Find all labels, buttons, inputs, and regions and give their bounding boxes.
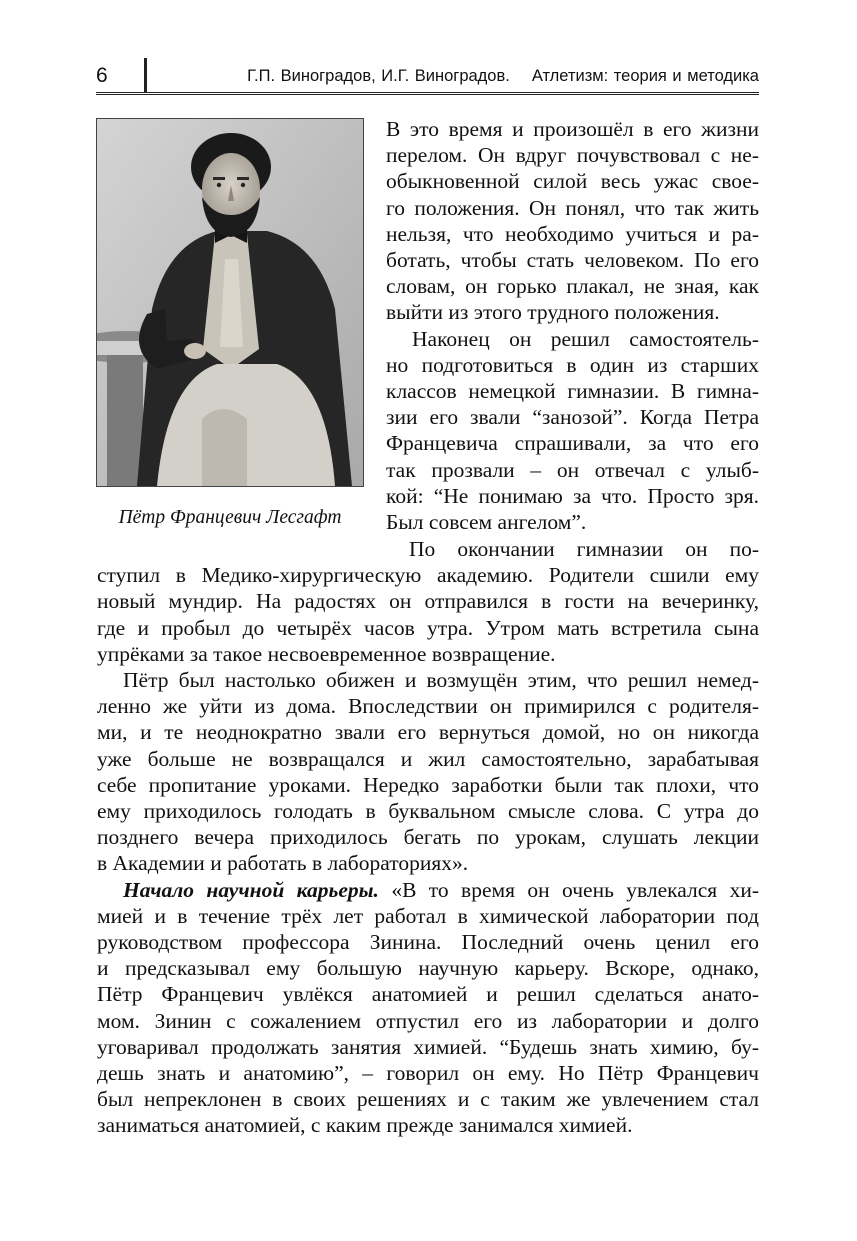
text-line: Францевича спрашивали, за что его [386, 431, 759, 456]
header-authors: Г.П. Виноградов, И.Г. Виноградов. [247, 67, 510, 85]
text-line: позднего вечера приходилось бегать по урокам, слушать лекции [97, 825, 759, 850]
page-number: 6 [96, 64, 108, 87]
text-line: перелом. Он вдруг почувствовал с не- [386, 143, 759, 168]
text-line: себе пропитание уроками. Нередко заработки были так плохи, что [97, 772, 759, 797]
text-line: ботать, чтобы стать человеком. По его [386, 248, 759, 273]
text-line: упрёками за такое несвоевременное возвращение. [97, 641, 556, 666]
text-line: По окончании гимназии он по- [409, 537, 759, 561]
text-line: выйти из этого трудного положения. [386, 300, 720, 325]
section-heading: Начало научной карьеры. [123, 877, 379, 902]
text-line: но подготовиться в один из старших [386, 352, 759, 377]
text-line: уговаривал продолжать занятия химией. “Будешь знать химию, бу- [97, 1034, 759, 1059]
text-line: заниматься анатомией, с каким прежде занимался химией. [97, 1113, 633, 1138]
text-line: В это время и произошёл в его жизни [386, 117, 759, 141]
text-line: ступил в Медико-хирургическую академию. Родители сшили ему [97, 563, 759, 588]
text-line: нельзя, что необходимо учиться и ра- [386, 221, 759, 246]
text-line: дешь знать и анатомию”, – говорил он ему. Но Пётр Францевич [97, 1061, 759, 1086]
text-line: мией и в течение трёх лет работал в химической лаборатории под [97, 903, 759, 928]
text-line: новый мундир. На радостях он отправился в гости на вечеринку, [97, 589, 759, 614]
text-line: Пётр Францевич увлёкся анатомией и решил сделаться анато- [97, 982, 759, 1007]
portrait-illustration [97, 119, 363, 486]
text-line: в Академии и работать в лабораториях». [97, 851, 469, 876]
text-line: был непреклонен в своих решениях и с таким же увлечением стал [97, 1087, 759, 1112]
text-line: словам, он горько плакал, не зная, как [386, 274, 759, 299]
text-line: так прозвали – он отвечал с улыб- [386, 457, 759, 482]
text-line: и предсказывал ему большую научную карьеру. Вскоре, однако, [97, 956, 759, 981]
header-book-title: Атлетизм: теория и методика [531, 67, 759, 85]
header-divider [144, 58, 147, 92]
portrait-photo [96, 118, 364, 487]
text-line: руководством профессора Зинина. Последний очень ценил его [97, 930, 759, 955]
text-line: классов немецкой гимназии. В гимна- [386, 379, 759, 404]
photo-caption: Пётр Францевич Лесгафт [118, 507, 342, 528]
text-line: мом. Зинин с сожалением отпустил его из лаборатории и долго [97, 1008, 759, 1033]
text-line: уже больше не возвращался и жил самостоятельно, зарабатывая [97, 746, 759, 771]
text-line: ми, и те неоднократно звали его вернуться домой, но он никогда [97, 720, 759, 745]
text-line: Наконец он решил самостоятель- [412, 326, 759, 351]
running-header [96, 58, 759, 95]
text-line: зии его звали “занозой”. Когда Петра [386, 405, 759, 430]
text-line: где и пробыл до четырёх часов утра. Утром мать встретила сына [97, 615, 759, 640]
text-line: обыкновенной силой весь ужас свое- [386, 169, 759, 194]
text-line: «В то время он очень увлекался хи- [391, 877, 759, 902]
text-line: Пётр был настолько обижен и возмущён этим, что решил немед- [123, 668, 759, 693]
right-column-text [386, 116, 759, 535]
text-line: Был совсем ангелом”. [386, 510, 587, 535]
full-width-text [97, 536, 759, 1139]
text-line: ленно же уйти из дома. Впоследствии он примирился с родителя- [97, 694, 759, 719]
text-line: ему приходилось голодать в буквальном смысле слова. С утра до [97, 799, 759, 824]
section-start-line [97, 877, 759, 903]
text-line: кой: “Не понимаю за что. Просто зря. [386, 483, 759, 508]
text-line: го положения. Он понял, что так жить [386, 195, 759, 220]
running-head-text [247, 66, 759, 86]
